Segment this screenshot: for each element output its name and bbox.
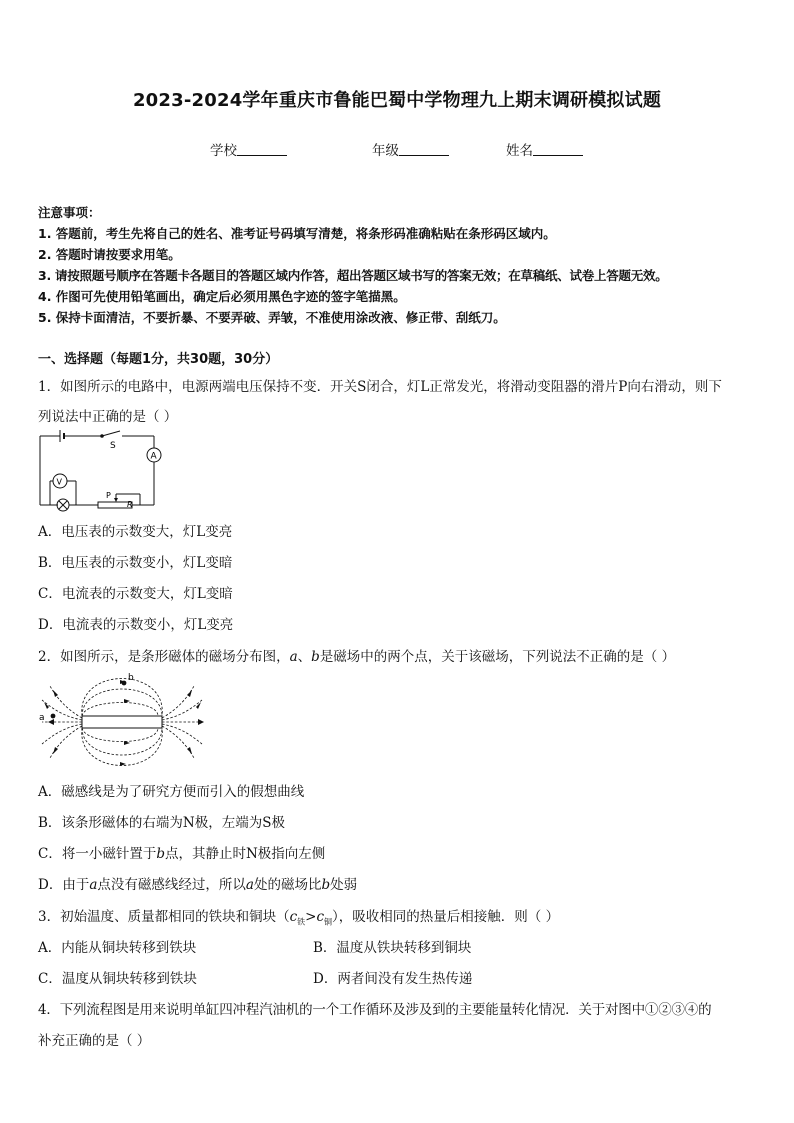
q3-stem-post: ），吸收相同的热量后相接触．则（ ） [332,909,560,925]
q2-option-d[interactable] [38,873,357,893]
q2-option-a[interactable]: A．磁感线是为了研究方便而引入的假想曲线 [38,784,305,800]
q3-sub-copper: 铜 [324,917,333,927]
switch-blade [102,431,120,436]
q3-option-d[interactable]: D．两者间没有发生热传递 [313,971,473,987]
q2-stem-sep: 、 [297,649,312,665]
page-title: 2023-2024学年重庆市鲁能巴蜀中学物理九上期末调研模拟试题 [132,90,662,111]
q2-stem-suffix: 是磁场中的两个点，关于该磁场，下列说法不正确的是（ ） [319,649,676,665]
q4-stem-line1: 4．下列流程图是用来说明单缸四冲程汽油机的一个工作循环及涉及到的主要能量转化情况．关于对图中①②③④的 [38,1002,712,1018]
q2-option-d-var: a [89,877,98,893]
student-info [0,139,794,159]
note-item: 5. 保持卡面清洁，不要折暴、不要弄破、弄皱，不准使用涂改液、修正带、刮纸刀。 [38,310,506,325]
q3-sub-iron: 铁 [297,917,306,927]
q1-stem-line1: 1．如图所示的电路中，电源两端电压保持不变．开关S闭合，灯L正常发光，将滑动变阻器的滑片P向右滑动，则下 [38,379,722,395]
point-b-label: b [128,673,134,683]
q1-stem-line2: 列说法中正确的是（ ） [38,409,178,425]
notes-heading: 注意事项： [38,205,101,220]
point-a [51,714,56,719]
q3-option-a[interactable]: A．内能从铜块转移到铁块 [38,940,197,956]
note-item: 1. 答题前，考生先将自己的姓名、准考证号码填写清楚，将条形码准确粘贴在条形码区域内。 [38,226,556,241]
q2-option-d-pre: D．由于 [38,877,90,893]
q2-point-b: b [311,649,320,665]
q3-c-iron: c [289,909,298,925]
q4-stem-line2: 补充正确的是（ ） [38,1033,151,1049]
q2-stem-prefix: 2．如图所示，是条形磁体的磁场分布图， [38,649,290,665]
grade-label: 年级 [372,143,399,159]
bar-magnet [82,716,162,728]
q3-stem-pre: 3．初始温度、质量都相同的铁块和铜块（ [38,909,290,925]
school-label: 学校 [210,143,237,159]
ammeter-label: A [150,451,157,462]
voltmeter-label: V [56,477,62,487]
q3-option-c[interactable]: C．温度从铜块转移到铁块 [38,971,197,987]
q2-option-d-mid: 点没有磁感线经过，所以 [97,877,246,893]
q2-option-c-var: b [156,846,165,862]
notes-block [38,202,768,328]
q2-magnet-field-diagram [36,670,208,770]
switch-label: S [110,441,116,451]
grade-blank[interactable] [399,143,449,156]
q2-option-d-var: b [321,877,331,893]
note-item: 3. 请按照题号顺序在答题卡各题目的答题区域内作答，超出答题区域书写的答案无效；在草稿纸、试卷上答题无效。 [38,268,668,283]
q2-option-d-post: 处弱 [330,877,358,893]
q1-option-d[interactable]: D．电流表的示数变小，灯L变亮 [38,617,234,633]
q3-c-copper: c [316,909,325,925]
q3-option-b[interactable]: B．温度从铁块转移到铜块 [313,940,472,956]
note-item: 2. 答题时请按要求用笔。 [38,247,181,262]
school-field[interactable] [210,139,287,159]
q2-option-d-var: a [245,877,254,893]
q1-option-b[interactable]: B．电压表的示数变小，灯L变暗 [38,555,233,571]
q2-option-d-mid2: 处的磁场比 [253,877,322,893]
q2-option-c[interactable] [38,842,325,862]
school-blank[interactable] [237,143,287,156]
q1-circuit-diagram [36,428,166,512]
q2-option-c-pre: C．将一小磁针置于 [38,846,157,862]
name-label: 姓名 [506,143,533,159]
grade-field[interactable] [372,139,449,159]
point-b [122,681,127,686]
section-heading: 一、选择题（每题1分，共30题，30分） [38,352,279,367]
slider-label: P [106,491,111,500]
q1-option-a[interactable]: A．电压表的示数变大，灯L变亮 [38,524,233,540]
point-a-label: a [39,713,45,723]
note-item: 4. 作图可先使用铅笔画出，确定后必须用黑色字迹的签字笔描黑。 [38,289,406,304]
q3-gt: > [305,909,317,925]
q2-option-b[interactable]: B．该条形磁体的右端为N极，左端为S极 [38,815,285,831]
q2-stem [38,645,675,665]
q1-option-c[interactable]: C．电流表的示数变大，灯L变暗 [38,586,233,602]
q3-stem [38,905,559,928]
q2-point-a: a [289,649,298,665]
q2-option-c-post: 点，其静止时N极指向左侧 [165,846,326,862]
name-field[interactable] [506,139,583,159]
resistor-label: R [127,500,133,509]
name-blank[interactable] [533,143,583,156]
